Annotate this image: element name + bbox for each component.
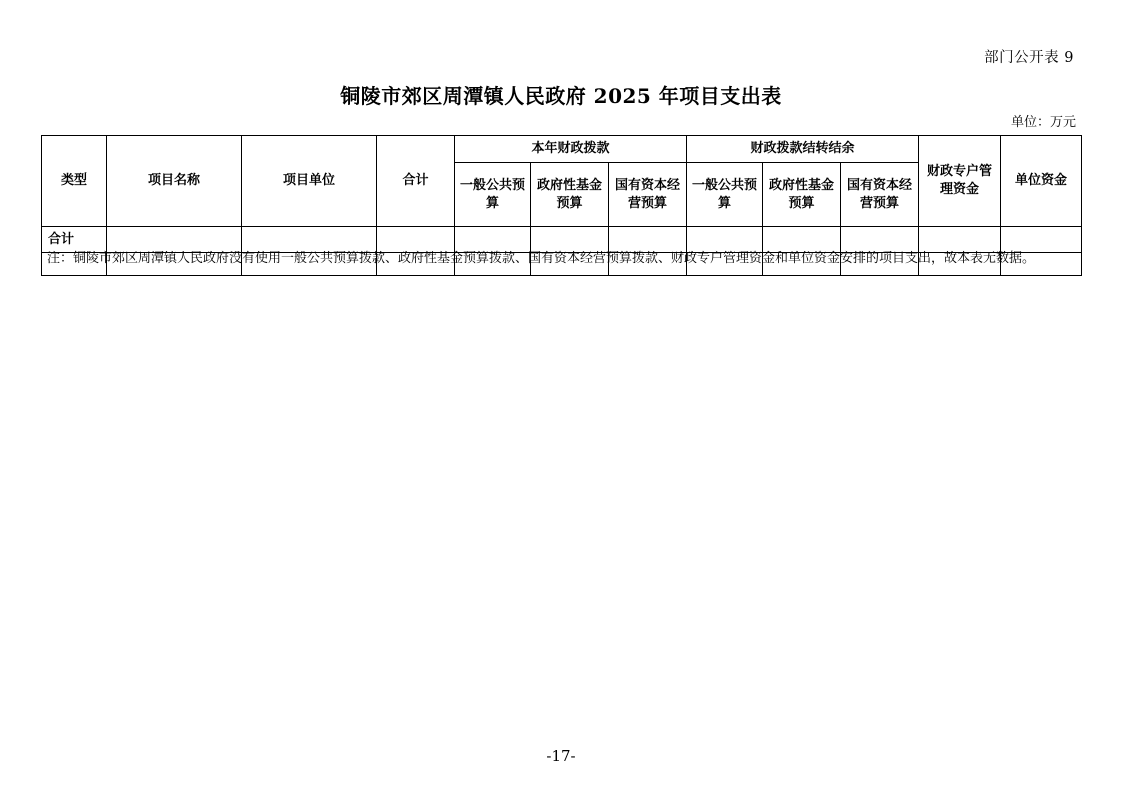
page-title: 铜陵市郊区周潭镇人民政府 2025 年项目支出表 — [340, 84, 782, 108]
group-header-carryover-balance: 财政拨款结转结余 — [687, 136, 919, 163]
column-header-government-fund-budget-carryover: 政府性基金预算 — [763, 163, 841, 227]
document-header-label: 部门公开表 9 — [984, 50, 1074, 66]
column-header-total: 合计 — [377, 136, 455, 227]
column-header-government-fund-budget-current: 政府性基金预算 — [531, 163, 609, 227]
table-footnote: 注：铜陵市郊区周潭镇人民政府没有使用一般公共预算拨款、政府性基金预算拨款、国有资本经营预算拨款、财政专户管理资金和单位资金安排的项目支出，故本表无数据。 — [47, 251, 1036, 266]
column-header-project-unit: 项目单位 — [242, 136, 377, 227]
column-header-unit-funds: 单位资金 — [1001, 136, 1082, 227]
table-header-row-group — [42, 136, 1082, 163]
column-header-type: 类型 — [42, 136, 107, 227]
column-header-state-capital-budget-current: 国有资本经营预算 — [609, 163, 687, 227]
column-header-project-name: 项目名称 — [107, 136, 242, 227]
column-header-special-account-funds: 财政专户管理资金 — [919, 136, 1001, 227]
column-header-general-public-budget-carryover: 一般公共预算 — [687, 163, 763, 227]
group-header-current-year-allocation: 本年财政拨款 — [455, 136, 687, 163]
row-label-total: 合计 — [42, 227, 107, 253]
column-header-general-public-budget-current: 一般公共预算 — [455, 163, 531, 227]
page-number: -17- — [546, 747, 576, 765]
column-header-state-capital-budget-carryover: 国有资本经营预算 — [841, 163, 919, 227]
unit-note: 单位：万元 — [1010, 115, 1076, 130]
